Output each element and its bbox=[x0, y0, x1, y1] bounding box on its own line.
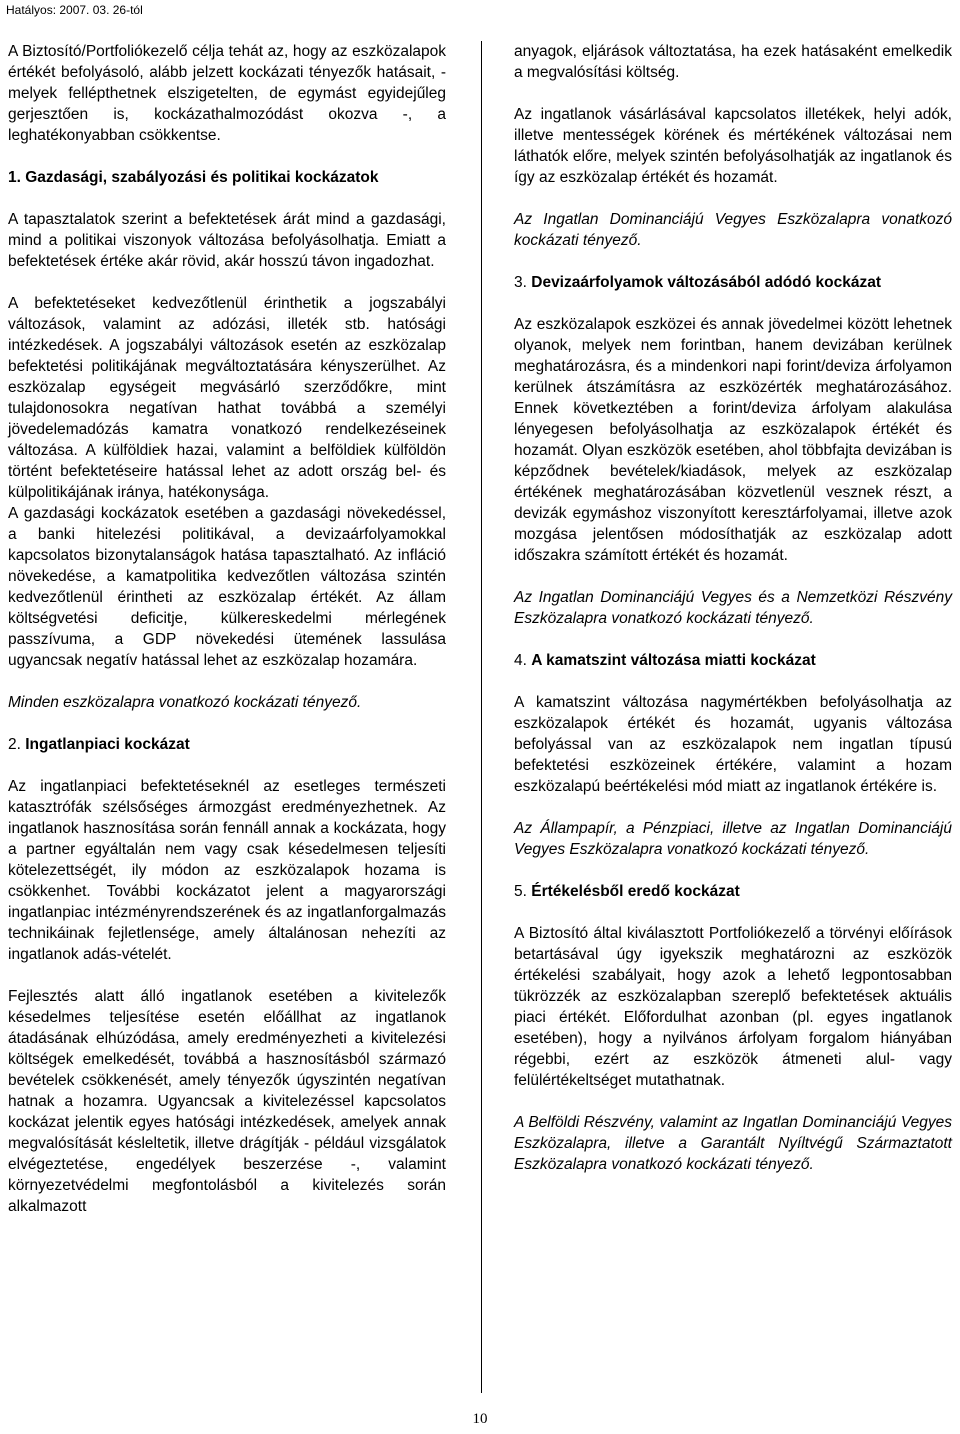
section-2-heading bbox=[8, 734, 446, 755]
section-1-paragraph-2-block bbox=[8, 293, 446, 671]
section-2-scope-note: Az Ingatlan Dominanciájú Vegyes Eszközalapra vonatkozó kockázati tényező. bbox=[514, 211, 952, 249]
section-1-paragraph-1-block bbox=[8, 209, 446, 272]
section-3-number: 3. bbox=[514, 274, 527, 291]
section-3-note-block bbox=[514, 587, 952, 629]
section-5-heading bbox=[514, 881, 952, 902]
section-4-paragraph-1-block bbox=[514, 692, 952, 797]
section-2-paragraph-3: Az ingatlanok vásárlásával kapcsolatos illetékek, helyi adók, illetve mentességek körének és mértékének változásai nem láthatók előre, melyek szintén befolyásolhatják az ingatlanok és így az eszközalap értékét és hozamát. bbox=[514, 106, 952, 186]
section-4-title: A kamatszint változása miatti kockázat bbox=[531, 652, 816, 669]
section-2-note-block bbox=[514, 209, 952, 251]
continuation-block bbox=[514, 41, 952, 83]
section-1-paragraph-3: A gazdasági kockázatok esetében a gazdasági növekedéssel, a banki hitelezési politikával, a devizaárfolyamokkal kapcsolatos bizonytalanságok hatása tapasztalható. Az infláció növekedése, a kamatpolitika kedvezőtlen változása szintén kedvezőtlenül érintheti az eszközalap értékét. Az állam költségvetési deficitje, külkereskedelmi mérlegének passzívuma, a GDP növekedési ütemének lassulása ugyancsak negatív hatással lehet az eszközalap hozamára. bbox=[8, 505, 446, 669]
page-number: 10 bbox=[472, 1411, 488, 1427]
section-1-paragraph-1: A tapasztalatok szerint a befektetések árát mind a gazdasági, mind a politikai viszonyok változása befolyásolhatja. Emiatt a befektetések értéke akár rövid, akár hosszú távon ingadozhat. bbox=[8, 211, 446, 270]
section-4-heading bbox=[514, 650, 952, 671]
section-5-note-block bbox=[514, 1112, 952, 1175]
section-5-paragraph-1: A Biztosító által kiválasztott Portfoliókezelő a törvényi előírások betartásával úgy igyekszik meghatározni az eszközök értékelési szabályait, hogy azok a lehető legpontosabban tükrözzék az eszközalapban szereplő befektetések aktuális piaci értékét. Előfordulhat azonban (pl. egyes ingatlanok esetében), hogy a nyilvános árfolyam forgalom hiányában régebbi, ezért az eszközök átmeneti alul- vagy felülértékeltséget mutathatnak. bbox=[514, 925, 952, 1089]
intro-paragraph: A Biztosító/Portfoliókezelő célja tehát az, hogy az eszközalapok értékét befolyásoló, alább jelzett kockázati tényezők hatásait, - melyek fellépthetnek elszigetelten, de egymást egyidejűleg gerjesztően is, kockázathalmozódást okozva -, a leghatékonyabban csökkentse. bbox=[8, 43, 446, 144]
section-3-heading bbox=[514, 272, 952, 293]
section-2-paragraph-1: Az ingatlanpiaci befektetéseknél az esetleges természeti katasztrófák szélsőséges ármozgást eredményezhetnek. Az ingatlanok hasznosítása során fennáll annak a kockázata, hogy a partner egyáltalán nem vagy csak késedelmesen teljesíti kötelezettségét, ily módon az eszközalapok hozama is csökkenhet. További kockázatot jelent a magyarországi ingatlanpiac intézményrendszerének és az ingatlanforgalmazás technikáinak fejletlensége, amely általánosan nehezíti az ingatlanok adás-vételét. bbox=[8, 778, 446, 963]
section-1-paragraph-2: A befektetéseket kedvezőtlenül érinthetik a jogszabályi változások, valamint az adózási, illeték stb. hatósági intézkedések. A jogszabályi változások esetén az eszközalap befektetési politikájának megváltoztatására kényszerülhet. Az eszközalap egységeit megvásárló szerződőkre, mint tulajdonosokra negatívan hathat továbbá a személyi jövedelemadózás kamatra vonatkozó rendelkezéseinek változása. A külföldiek hazai, valamint a belföldiek külföldön történt befektetéseire hatással lehet az adott ország bel- és külpolitikájának iránya, hatékonysága. bbox=[8, 295, 446, 501]
column-divider bbox=[481, 41, 482, 1393]
section-3-title: Devizaárfolyamok változásából adódó kockázat bbox=[531, 274, 881, 291]
section-2-paragraph-2: Fejlesztés alatt álló ingatlanok esetében a kivitelezők késedelmes teljesítése esetén előállhat az ingatlanok átadásának elhúzódása, amely eredményezheti a kivitelezési költségek emelkedését, továbbá a hasznosításból származó bevételek csökkenését, amely tényezők úgyszintén negatívan hatnak a hozamra. Ugyancsak a kivitelezéssel kapcsolatos kockázat jelentik egyes hatósági intézkedések, amelyek annak megvalósítását késleltetik, illetve drágítják - például vizsgálatok elvégeztetése, engedélyek beszerzése -, valamint környezetvédelmi megfontolásból a kivitelezés során alkalmazott bbox=[8, 988, 446, 1215]
section-2-paragraph-3-block bbox=[514, 104, 952, 188]
section-4-number: 4. bbox=[514, 652, 527, 669]
section-4-scope-note: Az Állampapír, a Pénzpiaci, illetve az Ingatlan Dominanciájú Vegyes Eszközalapra vonatkozó kockázati tényező. bbox=[514, 820, 952, 858]
section-4-paragraph-1: A kamatszint változása nagymértékben befolyásolhatja az eszközalapok értékét és hozamát, ugyanis változása befolyással van az eszközalapok nem ingatlan típusú befektetési eszközeinek értékére, valamint a hozam eszközalapú beértékelési mód miatt az ingatlanok értékére is. bbox=[514, 694, 952, 795]
section-5-scope-note: A Belföldi Részvény, valamint az Ingatlan Dominanciájú Vegyes Eszközalapra, illetve a Garantált Nyíltvégű Származtatott Eszközalapra vonatkozó kockázati tényező. bbox=[514, 1114, 952, 1173]
intro-paragraph-block bbox=[8, 41, 446, 146]
section-1-number: 1. bbox=[8, 169, 21, 186]
section-3-paragraph-1: Az eszközalapok eszközei és annak jövedelmei között lehetnek olyanok, melyek nem forintban, hanem devizában kerülnek meghatározásra, és a mindenkori napi forint/deviza árfolyamon kerülnek átszámításra az eszközérték meghatározásához. Ennek következtében a forint/deviza árfolyam alakulása lényegesen befolyásolhatja az eszközalapok értékét és hozamát. Olyan eszközök esetében, ahol többfajta devizában is képződnek bevételek/kiadások, melyek az eszközalap értékének meghatározásában közvetlenül vesznek részt, a devizák egymáshoz viszonyított keresztárfolyamai, illetve azok mozgása jelentősen módosíthatják az eszközalap adott időszakra számított értékét és hozamát. bbox=[514, 316, 952, 564]
section-5-paragraph-1-block bbox=[514, 923, 952, 1091]
section-2-number: 2. bbox=[8, 736, 21, 753]
section-2-paragraph-2-block bbox=[8, 986, 446, 1217]
section-3-scope-note: Az Ingatlan Dominanciájú Vegyes és a Nemzetközi Részvény Eszközalapra vonatkozó kockázati tényező. bbox=[514, 589, 952, 627]
section-1-heading bbox=[8, 167, 446, 188]
validity-header: Hatályos: 2007. 03. 26-tól bbox=[6, 3, 143, 17]
section-3-paragraph-1-block bbox=[514, 314, 952, 566]
continuation-paragraph: anyagok, eljárások változtatása, ha ezek hatásaként emelkedik a megvalósítási költség. bbox=[514, 43, 952, 81]
section-4-note-block bbox=[514, 818, 952, 860]
section-5-number: 5. bbox=[514, 883, 527, 900]
left-column bbox=[8, 41, 446, 1238]
section-1-note-block bbox=[8, 692, 446, 713]
section-5-title: Értékelésből eredő kockázat bbox=[531, 883, 740, 900]
section-1-scope-note: Minden eszközalapra vonatkozó kockázati tényező. bbox=[8, 694, 362, 711]
section-1-title: Gazdasági, szabályozási és politikai kockázatok bbox=[25, 169, 379, 186]
section-2-paragraph-1-block bbox=[8, 776, 446, 965]
section-2-title: Ingatlanpiaci kockázat bbox=[25, 736, 190, 753]
right-column bbox=[514, 41, 952, 1196]
